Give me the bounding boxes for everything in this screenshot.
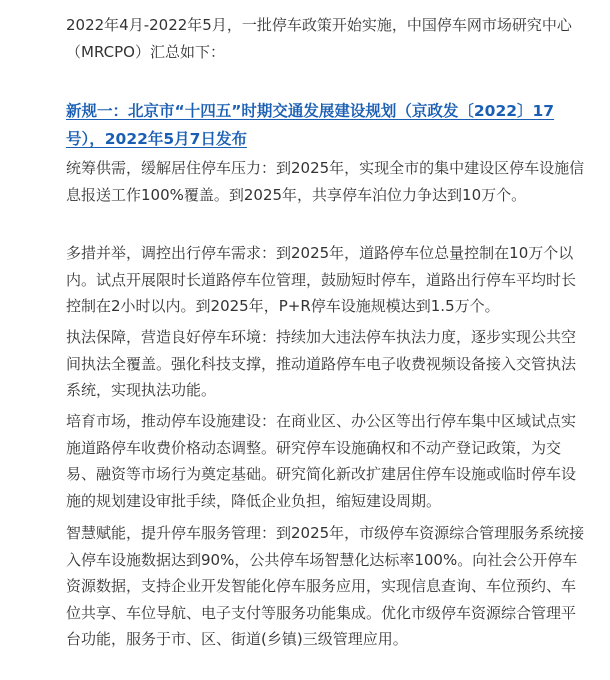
- paragraph-smart-service: 智慧赋能，提升停车服务管理：到2025年，市级停车资源综合管理服务系统接入停车设施数据达到90%，公共停车场智慧化达标率100%。向社会公开停车资源数据，支持企业开发智能化停车服务应用，实现信息查询、车位预约、车位共享、车位导航、电子支付等服务功能集成。优化市级停车资源综合管理平台功能，服务于市、区、街道(乡镇)三级管理应用。: [66, 524, 585, 648]
- paragraph-supply-demand: 统筹供需，缓解居住停车压力：到2025年，实现全市的集中建设区停车设施信息报送工作100%覆盖。到2025年，共享停车泊位力争达到10万个。: [66, 159, 585, 204]
- policy-headline-link[interactable]: 新规一：北京市“十四五”时期交通发展建设规划（京政发〔2022〕17号），2022年5月7日发布: [66, 102, 555, 148]
- paragraph-enforcement: 执法保障，营造良好停车环境：持续加大违法停车执法力度，逐步实现公共空间执法全覆盖。强化科技支撑，推动道路停车电子收费视频设备接入交管执法系统，实现执法功能。: [66, 328, 577, 399]
- intro-paragraph: 2022年4月-2022年5月，一批停车政策开始实施，中国停车网市场研究中心（MRCPO）汇总如下：: [66, 16, 572, 61]
- paragraph-demand-control: 多措并举，调控出行停车需求：到2025年，道路停车位总量控制在10万个以内。试点开展限时长道路停车位管理，鼓励短时停车，道路出行停车平均时长控制在2小时以内。到2025年，P+R停车设施规模达到1.5万个。: [66, 244, 577, 315]
- paragraph-market: 培育市场，推动停车设施建设：在商业区、办公区等出行停车集中区域试点实施道路停车收费价格动态调整。研究停车设施确权和不动产登记政策，为交易、融资等市场行为奠定基础。研究简化新改扩建居住停车设施或临时停车设施的规划建设审批手续，降低企业负担，缩短建设周期。: [66, 412, 577, 510]
